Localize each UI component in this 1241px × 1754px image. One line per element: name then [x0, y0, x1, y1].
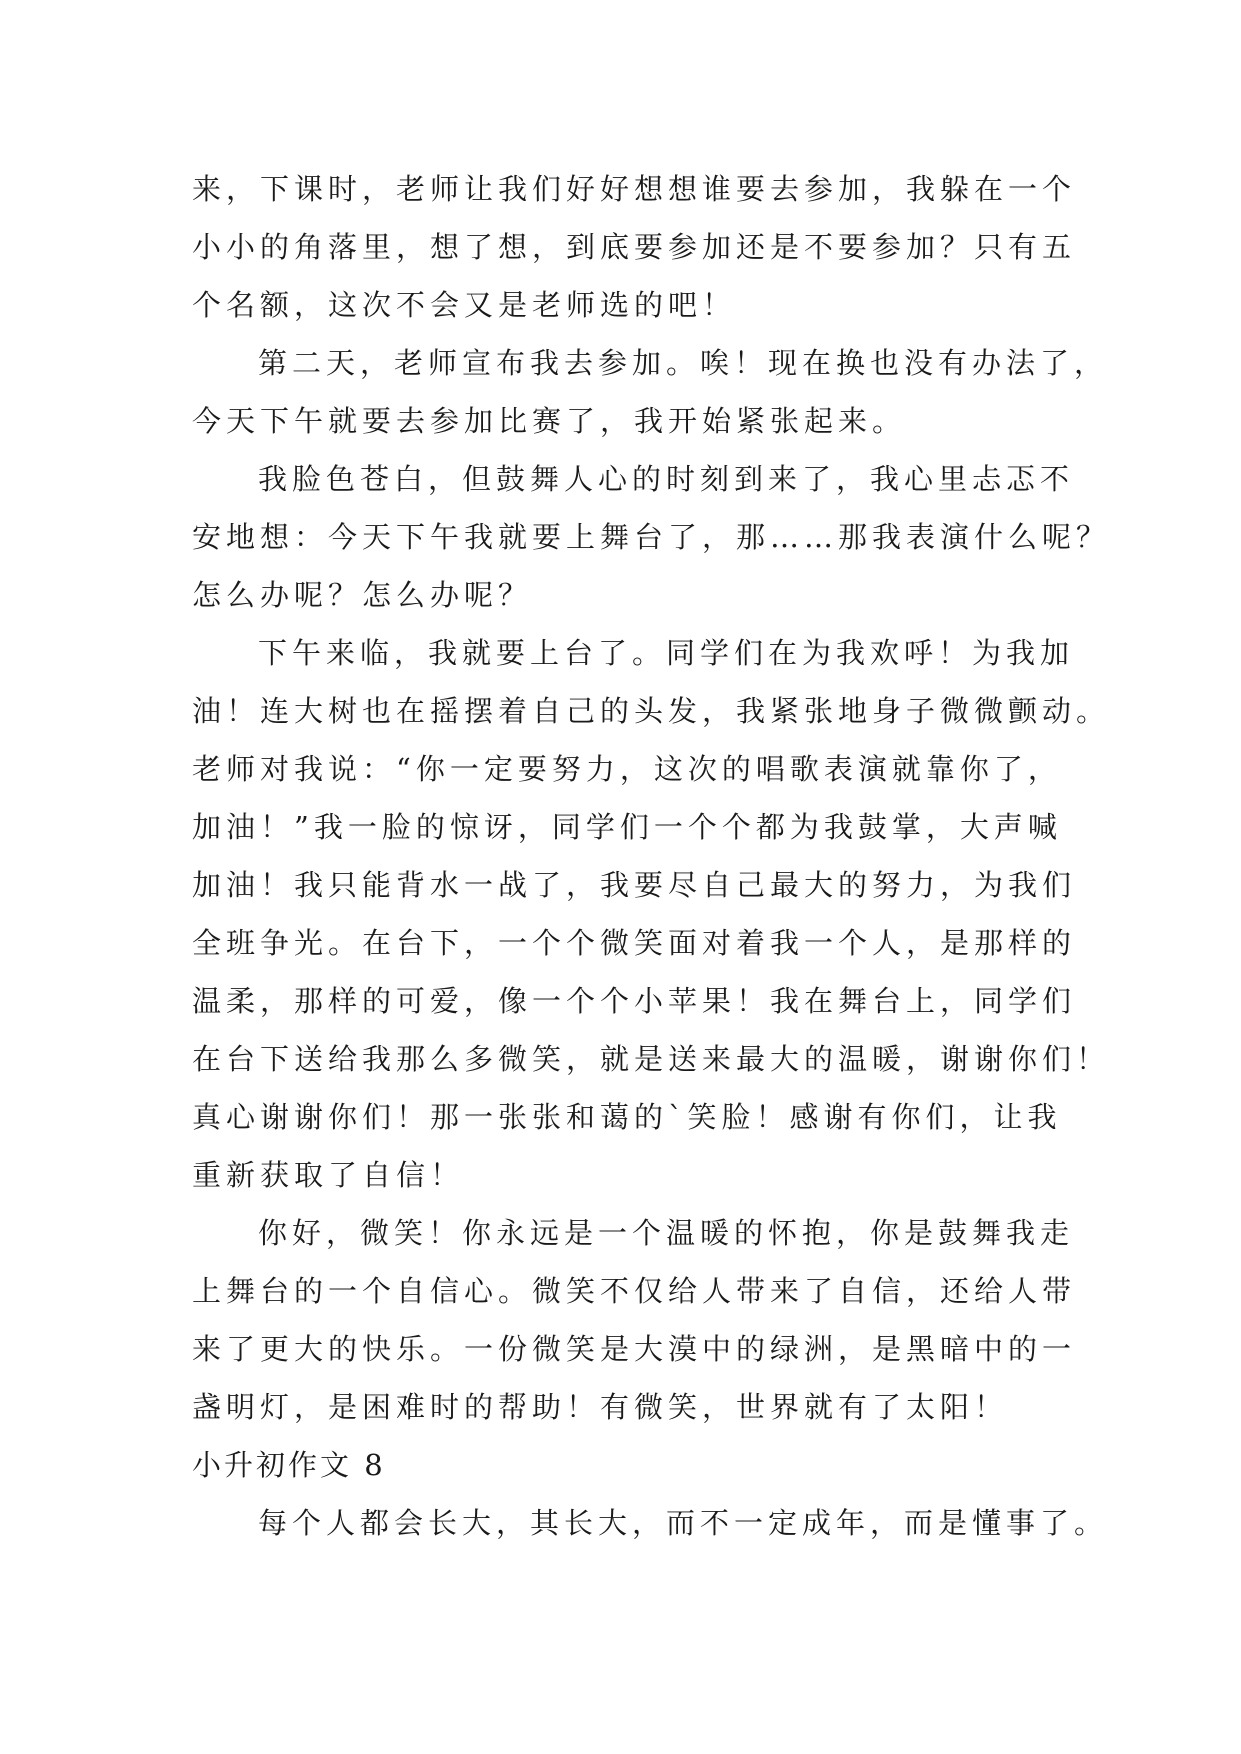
- text-line: 全班争光。在台下，一个个微笑面对着我一个人，是那样的: [192, 926, 1077, 960]
- text-line: 在台下送给我那么多微笑，就是送来最大的温暖，谢谢你们！: [192, 1042, 1111, 1076]
- text-line: 油！连大树也在摇摆着自己的头发，我紧张地身子微微颤动。: [192, 694, 1111, 728]
- text-line: 今天下午就要去参加比赛了，我开始紧张起来。: [192, 404, 907, 438]
- essay-body: [192, 160, 1111, 1552]
- text-line: 安地想：今天下午我就要上舞台了，那……那我表演什么呢？: [192, 520, 1111, 554]
- section-heading: 小升初作文 8: [192, 1448, 386, 1482]
- paragraph-start-line: 我脸色苍白，但鼓舞人心的时刻到来了，我心里忐忑不: [258, 462, 1075, 496]
- paragraph-start-line: 第二天，老师宣布我去参加。唉！现在换也没有办法了，: [258, 346, 1109, 380]
- text-line: 来，下课时，老师让我们好好想想谁要去参加，我躲在一个: [192, 172, 1077, 206]
- paragraph-start-line: 每个人都会长大，其长大，而不一定成年，而是懂事了。: [258, 1506, 1109, 1540]
- paragraph-start-line: 你好，微笑！你永远是一个温暖的怀抱，你是鼓舞我走: [258, 1216, 1075, 1250]
- text-line: 个名额，这次不会又是老师选的吧！: [192, 288, 737, 322]
- text-line: 来了更大的快乐。一份微笑是大漠中的绿洲，是黑暗中的一: [192, 1332, 1077, 1366]
- text-line: 加油！”我一脸的惊讶，同学们一个个都为我鼓掌，大声喊: [192, 810, 1062, 844]
- text-line: 温柔，那样的可爱，像一个个小苹果！我在舞台上，同学们: [192, 984, 1077, 1018]
- text-line: 加油！我只能背水一战了，我要尽自己最大的努力，为我们: [192, 868, 1077, 902]
- paragraph-start-line: 下午来临，我就要上台了。同学们在为我欢呼！为我加: [258, 636, 1075, 670]
- text-line: 盏明灯，是困难时的帮助！有微笑，世界就有了太阳！: [192, 1390, 1009, 1424]
- text-line: 真心谢谢你们！那一张张和蔼的`笑脸！感谢有你们，让我: [192, 1100, 1062, 1134]
- text-line: 上舞台的一个自信心。微笑不仅给人带来了自信，还给人带: [192, 1274, 1077, 1308]
- text-line: 老师对我说：“你一定要努力，这次的唱歌表演就靠你了，: [192, 752, 1062, 786]
- text-line: 重新获取了自信！: [192, 1158, 465, 1192]
- text-line: 小小的角落里，想了想，到底要参加还是不要参加？只有五: [192, 230, 1077, 264]
- text-line: 怎么办呢？怎么办呢？: [192, 578, 533, 612]
